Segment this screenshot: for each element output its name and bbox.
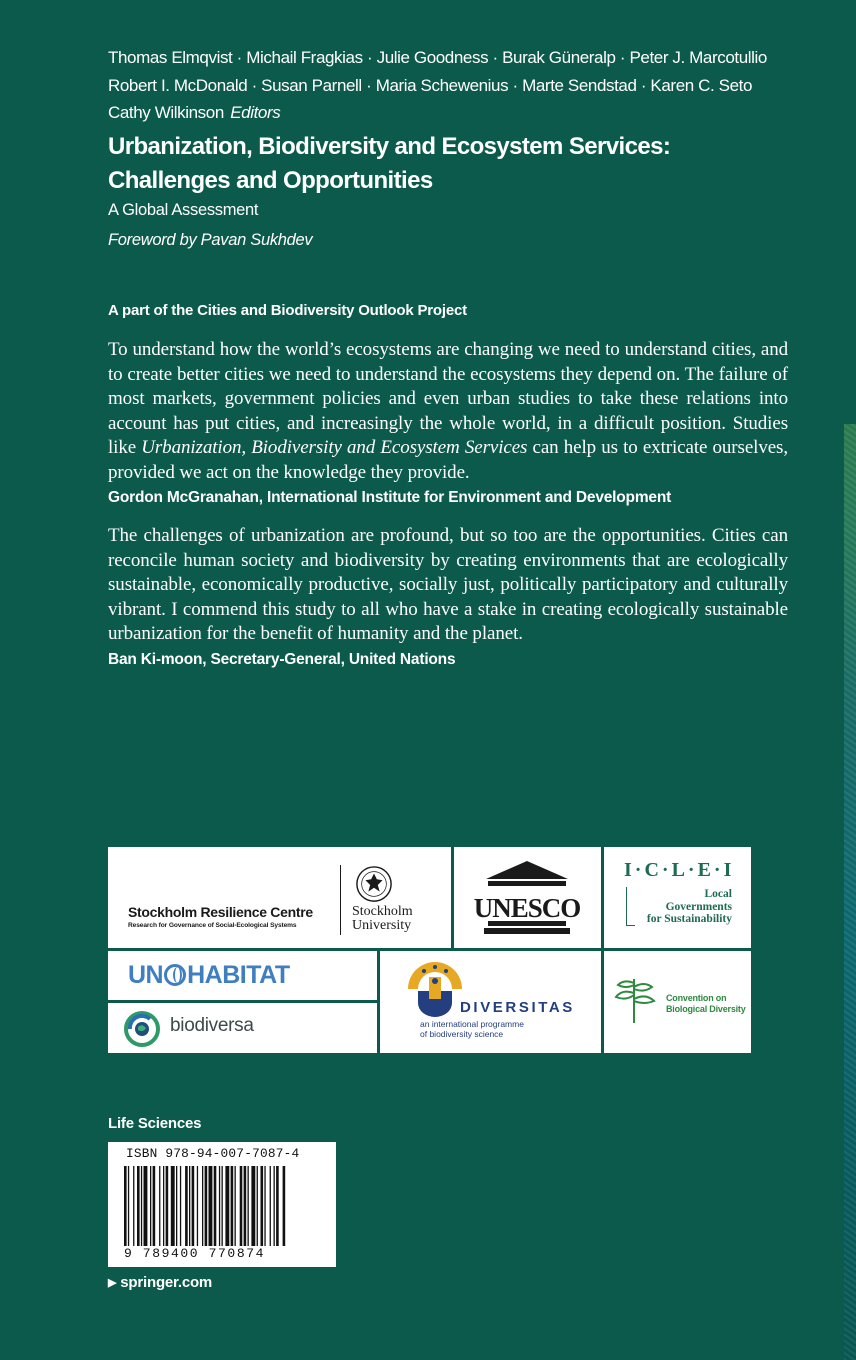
diversitas-logo-cell <box>380 951 601 1053</box>
quote-mcgranahan <box>108 338 788 485</box>
src-logo-name: Stockholm Resilience Centre <box>128 904 313 920</box>
src-logo-subtitle: Research for Governance of Social-Ecological Systems <box>128 922 297 929</box>
quote-1-text: To understand how the world’s ecosystems are changing we need to understand cities, and to create better cities we need to understand the ecosystems they depend on. The failure of most markets, government policies and even urban studies to take these relations into account has put cities, and increasingly the whole world, in a difficult position. Studies like <box>108 339 788 458</box>
editors-line-3 <box>108 99 828 127</box>
iclei-subtitle <box>646 888 732 926</box>
iclei-line-1: Local <box>704 888 732 900</box>
barcode-icon <box>124 1166 322 1246</box>
su-line-2: University <box>352 918 412 933</box>
cbd-line-2: Biological Diversity <box>666 1004 746 1014</box>
spine-edge-strip <box>844 424 856 1360</box>
logo-divider <box>340 865 341 935</box>
book-subtitle: A Global Assessment <box>108 201 259 219</box>
biodiversa-logo-cell <box>108 1003 377 1053</box>
quote-2-attribution: Ban Ki-moon, Secretary-General, United Nations <box>108 651 456 668</box>
book-title <box>108 130 808 198</box>
editors-line-2: Robert I. McDonald · Susan Parnell · Maria Schewenius · Marte Sendstad · Karen C. Seto <box>108 75 753 95</box>
iclei-line-3: for Sustainability <box>646 913 732 925</box>
biodiversa-globe-icon <box>124 1011 160 1047</box>
biodiversa-wordmark: biodiversa <box>170 1015 254 1036</box>
book-title-line-1: Urbanization, Biodiversity and Ecosystem Services: <box>108 133 671 160</box>
unhabitat-wordmark <box>128 961 290 990</box>
quote-1-book-title: Urbanization, Biodiversity and Ecosystem Services <box>141 437 528 458</box>
cbd-wordmark <box>666 993 746 1015</box>
diversitas-subtitle <box>420 1019 524 1039</box>
unhabitat-logo-cell <box>108 951 377 1000</box>
cbd-leaf-icon <box>614 975 656 1025</box>
quote-1-text-end: can help us to extricate ourselves, provided we act on the knowledge they provide. <box>108 437 789 483</box>
unesco-logo-cell <box>454 847 601 948</box>
editors-list <box>108 44 828 127</box>
isbn-label: ISBN 978-94-007-7087-4 <box>126 1146 300 1161</box>
editors-line-1: Thomas Elmqvist · Michail Fragkias · Julie Goodness · Burak Güneralp · Peter J. Marcotullio <box>108 48 767 67</box>
book-title-line-2: Challenges and Opportunities <box>108 167 433 194</box>
stockholm-university-seal-icon <box>355 865 393 903</box>
isbn-barcode <box>108 1142 336 1267</box>
diversitas-sub-line-2: of biodiversity science <box>420 1029 504 1039</box>
su-logo-name <box>352 905 413 933</box>
unhabitat-un: UN <box>128 961 164 989</box>
diversitas-emblem-icon <box>404 959 466 1021</box>
publisher-website[interactable] <box>108 1274 212 1291</box>
arrow-right-icon: ▶ <box>108 1277 117 1289</box>
cbd-line-1: Convention on <box>666 993 727 1003</box>
foreword-credit: Foreword by Pavan Sukhdev <box>108 231 313 249</box>
editor-name: Cathy Wilkinson <box>108 103 224 122</box>
project-heading: A part of the Cities and Biodiversity Outlook Project <box>108 302 467 319</box>
iclei-bracket <box>626 887 635 926</box>
iclei-logo-cell <box>604 847 751 948</box>
quote-ban-ki-moon: The challenges of urbanization are profound, but so too are the opportunities. Cities can reconcile human society and biodiversity by creating environments that are ecologically sustainable, economically productive, socially just, politically participatory and culturally vibrant. I commend this study to all who have a stake in creating ecologically sustainable urbanization for the benefit of humanity and the planet. <box>108 525 788 644</box>
editors-role: Editors <box>230 103 281 122</box>
iclei-wordmark: I·C·L·E·I <box>624 859 735 881</box>
stockholm-logo-cell <box>108 847 451 948</box>
barcode-digits: 9 789400 770874 <box>124 1246 266 1261</box>
unhabitat-habitat: HABITAT <box>187 961 290 989</box>
quote-1-attribution: Gordon McGranahan, International Institute for Environment and Development <box>108 489 672 506</box>
cbd-logo-cell <box>604 951 751 1053</box>
unesco-text: UNESCO <box>473 893 581 923</box>
subject-category: Life Sciences <box>108 1115 202 1132</box>
diversitas-sub-line-1: an international programme <box>420 1019 524 1029</box>
unesco-temple-icon <box>473 859 581 935</box>
un-globe-icon <box>164 964 186 986</box>
iclei-line-2: Governments <box>665 900 732 913</box>
diversitas-wordmark: DIVERSITAS <box>460 999 575 1016</box>
su-line-1: Stockholm <box>352 904 413 919</box>
partner-logos <box>108 847 751 1053</box>
website-text: springer.com <box>120 1274 213 1291</box>
